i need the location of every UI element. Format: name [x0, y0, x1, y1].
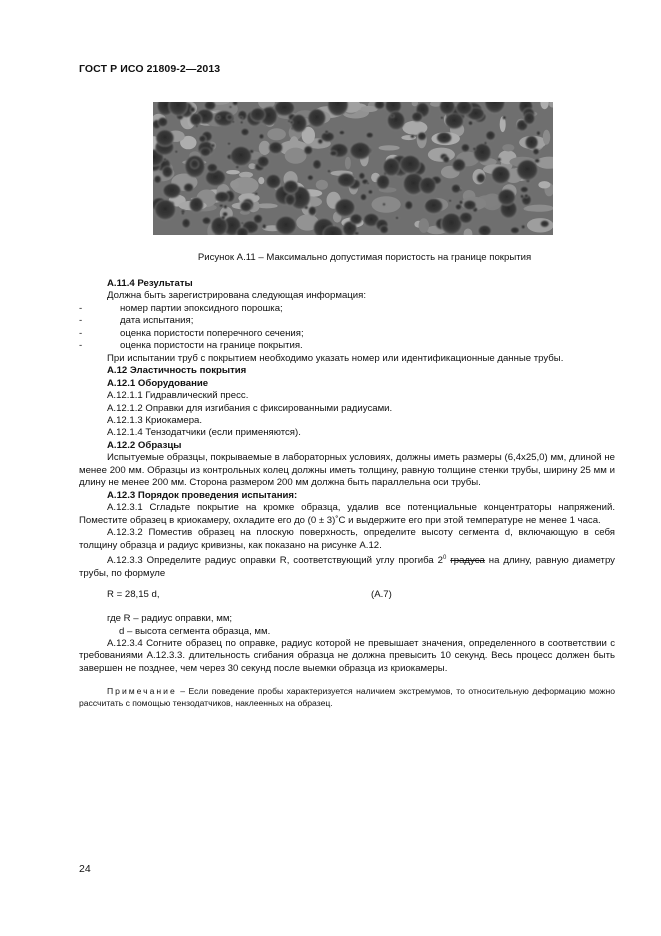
formula-number: (А.7): [371, 589, 392, 601]
micrograph-image: [153, 102, 553, 235]
note: [79, 685, 615, 709]
document-body: [79, 278, 615, 709]
equipment-item: А.12.1.3 Криокамера.: [107, 414, 203, 426]
list-item: - оценка пористости поперечного сечения;: [79, 327, 304, 339]
paragraph-a1234: А.12.3.4 Согните образец по оправке, радиус которой не превышает значения, определенного в соответствии с требованиями А.12.3.3. длительность сгибания образца не должна превысить 10 секунд. Весь процесс должен быть завершен не позднее, чем через 30 секунд после выемки образца из криокамеры.: [79, 637, 615, 674]
page-number: 24: [79, 863, 91, 875]
definition-r: где R – радиус оправки, мм;: [107, 613, 233, 625]
definition-d: d – высота сегмента образца, мм.: [119, 625, 271, 637]
subsection-heading-a123: А.12.3 Порядок проведения испытания:: [107, 489, 298, 501]
struck-word: градуса: [450, 555, 485, 567]
results-closing: При испытании труб с покрытием необходимо указать номер или идентификационные данные трубы.: [107, 352, 564, 364]
subsection-heading-a121: А.12.1 Оборудование: [107, 377, 209, 389]
specimens-paragraph: Испытуемые образцы, покрываемые в лабораторных условиях, должны иметь размеры (6,4х25,0) мм, длиной не менее 200 мм. Образцы из контрольных колец должны иметь толщину, равную толщине стенки трубы, ширину 25 мм и длину не менее 200 мм. Сторона размером 200 мм должна быть параллельна оси трубы.: [79, 452, 615, 489]
subsection-heading-a122: А.12.2 Образцы: [107, 439, 182, 451]
list-item: - номер партии эпоксидного порошка;: [79, 302, 283, 314]
equipment-item: А.12.1.1 Гидравлический пресс.: [107, 390, 249, 402]
note-label: Примечание: [107, 686, 177, 697]
paragraph-a1231: А.12.3.1 Сгладьте покрытие на кромке образца, удалив все потенциальные концентраторы напряжений. Поместите образец в криокамеру, охладите его до (0 ± 3)˚С и выдержите его при этой температуре не менее 1 часа.: [79, 502, 615, 526]
section-heading-a12: А.12 Эластичность покрытия: [107, 365, 247, 377]
list-item: - дата испытания;: [79, 315, 194, 327]
results-intro: Должна быть зарегистрирована следующая информация:: [107, 290, 367, 302]
equipment-item: А.12.1.2 Оправки для изгибания с фиксированными радиусами.: [107, 402, 393, 414]
paragraph-a1232: А.12.3.2 Поместив образец на плоскую поверхность, определите высоту сегмента d, включающую в себя толщину образца и радиус кривизны, как показано на рисунке А.12.: [79, 527, 615, 551]
formula-expression: R = 28,15 d,: [107, 589, 160, 601]
section-heading-a114: А.11.4 Результаты: [107, 278, 193, 289]
formula-a7: [79, 589, 615, 602]
note-text: – Если поведение пробы характеризуется наличием экстремумов, то относительную деформацию можно рассчитать с помощью тензодатчиков, наклеенных на образец.: [79, 686, 615, 709]
equipment-item: А.12.1.4 Тензодатчики (если применяются).: [107, 427, 301, 439]
paragraph-a1233: А.12.3.3 Определите радиус оправки R, соответствующий углу прогиба $2^0$ градуса на длину, равную диаметру трубы, по формуле: [79, 554, 615, 579]
figure-caption: Рисунок А.11 – Максимально допустимая пористость на границе покрытия: [197, 252, 532, 263]
porosity-micrograph: [153, 102, 553, 235]
list-item: - оценка пористости на границе покрытия.: [79, 340, 303, 352]
document-header: ГОСТ Р ИСО 21809-2—2013: [79, 63, 221, 75]
